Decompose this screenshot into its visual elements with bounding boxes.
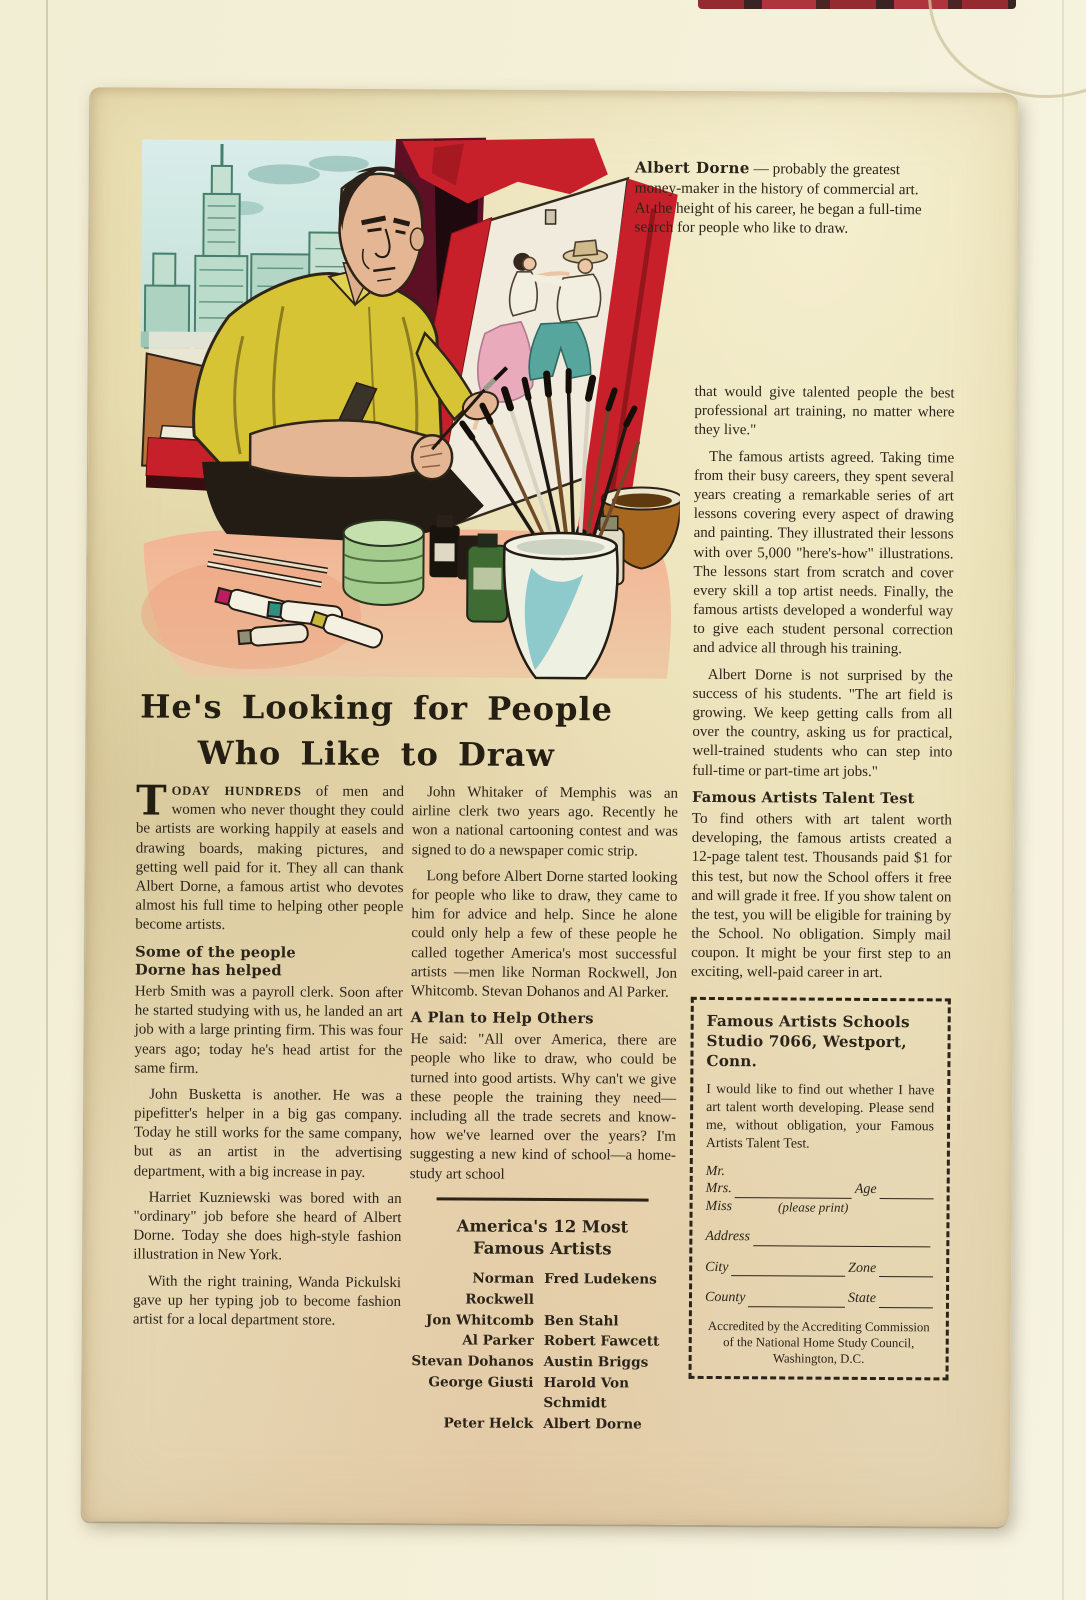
field-row-city-zone: [705, 1259, 933, 1278]
artist-name: Fred Ludekens: [544, 1271, 657, 1288]
field-row-county-state: [705, 1289, 933, 1308]
blank-line: [879, 1293, 933, 1308]
scan-backing-edge-left: [46, 0, 48, 1600]
artist-name: Al Parker: [462, 1332, 534, 1350]
blank-line: [731, 1261, 845, 1277]
column-right: [689, 383, 955, 1380]
paragraph: Herb Smith was a payroll clerk. Soon after he started studying with us, he landed an art job with a large printing firm. This was four years ago; today he's head artist for the same firm.: [134, 983, 403, 1077]
caption-text: — probably the greatest money-maker in the history of commercial art. At the height of his career, he began a full-time search for people who like to draw.: [634, 160, 922, 238]
artist-name: Albert Dorne: [543, 1415, 642, 1433]
field-row-address: [705, 1228, 933, 1247]
paragraph: John Busketta is another. He was a pipefitter's helper in a big gas company. Today he still works for the same company, but as an artist in the advertising department, with a big increase in pay.: [133, 1086, 403, 1181]
paragraph: TODAY HUNDREDS of men and women who never thought they could be artists are working happily at easels and drawing boards, making pictures, and getting well paid for it. They all can thank Albert Dorne, a famous artist who devotes almost his full time to helping other people become artists.: [135, 776, 405, 934]
mail-in-coupon: [689, 997, 951, 1381]
blank-line: [753, 1231, 930, 1247]
blank-line: [735, 1183, 852, 1199]
comic-back-cover-page: [82, 87, 1019, 1527]
photo-caption: [634, 159, 932, 240]
blank-line: [879, 1262, 933, 1277]
field-row-mr: [706, 1163, 934, 1182]
column-left: [132, 776, 405, 1338]
column-middle: [408, 783, 678, 1435]
field-label: Zone: [848, 1260, 877, 1276]
field-row-mrs-age: [706, 1180, 934, 1199]
headline-line1: He's Looking for People: [140, 687, 614, 729]
coupon-body-text: I would like to find out whether I have art talent worth developing. Please send me, without obligation, your Famous Artists Talent Test.: [705, 1080, 935, 1151]
accreditation-note: Accredited by the Accrediting Commission of the National Home Study Council, Washington, D.C.: [707, 1318, 930, 1367]
field-label: State: [847, 1290, 877, 1307]
artist-name: Stevan Dohanos: [411, 1353, 534, 1370]
divider-rule: [437, 1197, 649, 1201]
paragraph: Long before Albert Dorne started looking for people who like to draw, they came to him for advice and help. Since he alone could only help a few of these people he called together America's most successful artists —men like Norman Rockwell, Jon Whitcomb. Stevan Dohanos and Al Parker.: [410, 867, 678, 1001]
section-heading: Some of the people Dorne has helped: [134, 942, 296, 980]
artist-name: Ben Stahl: [543, 1312, 619, 1330]
paint-tins: [343, 520, 424, 605]
blank-line: [880, 1184, 934, 1199]
blank-line: [748, 1292, 845, 1308]
artist-name: Jon Whitcomb: [425, 1311, 534, 1329]
paragraph: He said: "All over America, there are people who like to draw, who could be turned into good artists. Why can't we give these people the training they need—including all the trade secrets and know-how we've learned over the years? I'm suggesting a new kind of school—a home-study art school: [409, 1031, 677, 1183]
albert-dorne-illustration: [131, 135, 682, 683]
artist-name: George Giusti: [428, 1373, 534, 1391]
caption-name: Albert Dorne: [634, 158, 750, 178]
section-heading: A Plan to Help Others: [410, 1009, 594, 1028]
famous-artists-list: [408, 1268, 675, 1435]
field-label: Mr.: [705, 1163, 725, 1179]
field-row-miss: [706, 1198, 934, 1217]
paragraph: Albert Dorne is not surprised by the success of his students. "The art field is growing. We keep getting calls from all over the country, asking us for practical, well-trained students who can step into full-time or part-time art jobs.": [692, 666, 953, 780]
headline: [104, 683, 649, 779]
lead-smallcaps: ODAY HUNDREDS: [171, 783, 302, 799]
paragraph: Harriet Kuzniewski was bored with an "ordinary" job before she heard of Albert Dorne. Today she does high-style fashion illustration in New York.: [133, 1189, 402, 1264]
paragraph: To find others with art talent worth developing, the famous artists created a 12-page talent test. Thousands paid $1 for this test, but now the School offers it free and will grade it free. If you show talent on the test, you will be eligible for training by the School. No obligation. Simply mail coupon. It might be your first step to an exciting, well-paid career in art.: [690, 810, 952, 982]
scanner-corner-arc: [928, 0, 1086, 98]
section-heading: Famous Artists Talent Test: [692, 788, 915, 807]
field-label: Miss: [705, 1198, 733, 1214]
famous-artists-heading: America's 12 Most Famous Artists: [456, 1216, 629, 1259]
artist-name: Peter Helck: [443, 1415, 534, 1432]
paragraph: With the right training, Wanda Pickulski gave up her typing job to become fashion artist for a local department store.: [132, 1273, 402, 1329]
headline-line2: Who Like to Draw: [197, 734, 556, 775]
field-label: Mrs.: [705, 1181, 732, 1197]
field-label: County: [704, 1290, 746, 1306]
coupon-title: Famous Artists Schools Studio 7066, Westport, Conn.: [706, 1011, 910, 1071]
artist-name: Harold Von Schmidt: [543, 1374, 630, 1412]
paragraph: that would give talented people the best professional art training, no matter where they live.": [694, 383, 955, 439]
paragraph: John Whitaker of Memphis was an airline clerk two years ago. Recently he won a national cartooning contest and was signed to do a newspaper comic strip.: [411, 784, 679, 860]
field-label: Address: [705, 1229, 751, 1245]
field-label: City: [705, 1259, 729, 1275]
artist-name: Austin Briggs: [543, 1353, 649, 1371]
field-label: Age: [854, 1181, 877, 1198]
paragraph: The famous artists agreed. Taking time from their busy careers, they spent several years creating a remarkable series of art lessons covering every aspect of drawing and painting. They illustrated their lessons with over 5,000 "here's-how" illustrations. The lessons start from scratch and cover every skill a top artist needs. Finally, the famous artists developed a wonderful way to give each student personal correction and advice all through his training.: [692, 448, 955, 658]
please-print-note: (please print): [777, 1199, 849, 1215]
scan-backing-edge-right: [1062, 0, 1064, 1600]
artist-name: Norman Rockwell: [465, 1270, 535, 1308]
drop-cap: T: [135, 776, 167, 825]
artist-name: Robert Fawcett: [543, 1333, 660, 1350]
